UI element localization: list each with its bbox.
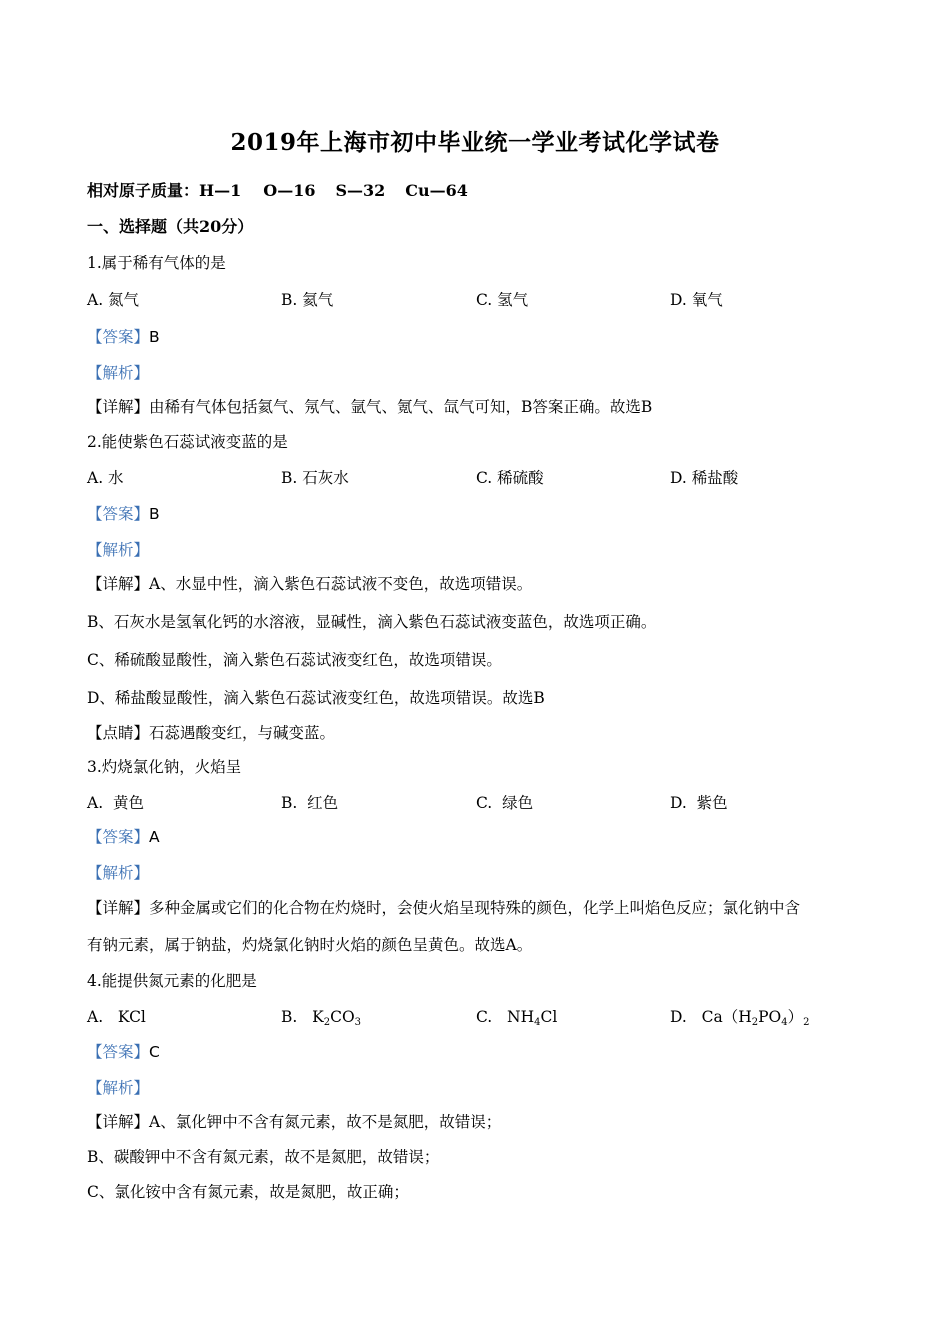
formula-part: Cl bbox=[540, 1008, 558, 1026]
q2-option-c: C. 稀硫酸 bbox=[476, 469, 544, 487]
q1-analysis-tag: 【解析】 bbox=[87, 364, 150, 382]
q1-answer bbox=[87, 326, 877, 348]
detail-tag: 【详解】 bbox=[87, 899, 150, 917]
formula-subscript: 4 bbox=[781, 1017, 788, 1028]
q4-option-a bbox=[87, 1006, 146, 1028]
q3-option-a: A. 黄色 bbox=[87, 794, 144, 812]
formula-subscript: 3 bbox=[354, 1017, 362, 1028]
q4-option-b bbox=[281, 1006, 361, 1034]
q2-option-a: A. 水 bbox=[87, 469, 124, 487]
q3-detail-2: 有钠元素，属于钠盐，灼烧氯化钠时火焰的颜色呈黄色。故选A。 bbox=[87, 936, 533, 954]
answer-tag: 【答案】 bbox=[87, 1043, 150, 1061]
detail-tag: 【详解】 bbox=[87, 1113, 150, 1131]
q4-analysis-tag: 【解析】 bbox=[87, 1079, 150, 1097]
q4-detail-1 bbox=[87, 1111, 877, 1133]
answer-value: C bbox=[149, 1043, 160, 1061]
option-label: B. bbox=[281, 1008, 298, 1026]
q3-option-b: B. 红色 bbox=[281, 794, 339, 812]
detail-tag: 【详解】 bbox=[87, 575, 150, 593]
q2-option-b: B. 石灰水 bbox=[281, 469, 349, 487]
formula-part: Ca（H bbox=[701, 1008, 752, 1026]
q4-detail-3: C、氯化铵中含有氮元素，故是氮肥，故正确； bbox=[87, 1183, 409, 1201]
q4-answer bbox=[87, 1041, 877, 1063]
q4-stem: 4.能提供氮元素的化肥是 bbox=[87, 972, 257, 990]
formula-part: K bbox=[312, 1008, 324, 1026]
detail-text: 多种金属或它们的化合物在灼烧时，会使火焰呈现特殊的颜色，化学上叫焰色反应；氯化钠中含 bbox=[149, 899, 801, 917]
q3-analysis-tag: 【解析】 bbox=[87, 864, 150, 882]
answer-value: A bbox=[149, 828, 160, 846]
q1-option-c: C. 氢气 bbox=[476, 291, 529, 309]
q1-option-b: B. 氦气 bbox=[281, 291, 334, 309]
detail-text: A、氯化钾中不含有氮元素，故不是氮肥，故错误； bbox=[149, 1113, 502, 1131]
answer-tag: 【答案】 bbox=[87, 328, 150, 346]
q4-option-c bbox=[476, 1006, 557, 1034]
q4-option-d bbox=[670, 1006, 810, 1034]
q2-analysis-tag: 【解析】 bbox=[87, 541, 150, 559]
section-heading: 一、选择题（共20分） bbox=[87, 217, 254, 236]
q3-option-d: D. 紫色 bbox=[670, 794, 728, 812]
formula-subscript: 2 bbox=[323, 1017, 331, 1028]
q2-detail-4: D、稀盐酸显酸性，滴入紫色石蕊试液变红色，故选项错误。故选B bbox=[87, 689, 545, 707]
q4-detail-2: B、碳酸钾中不含有氮元素，故不是氮肥，故错误； bbox=[87, 1148, 440, 1166]
detail-text: 由稀有气体包括氦气、氖气、氩气、氪气、氙气可知，B答案正确。故选B bbox=[149, 398, 653, 416]
q1-detail bbox=[87, 396, 877, 418]
formula-subscript: 4 bbox=[534, 1017, 541, 1028]
q2-detail-2: B、石灰水是氢氧化钙的水溶液，显碱性，滴入紫色石蕊试液变蓝色，故选项正确。 bbox=[87, 613, 657, 631]
formula-part: ） bbox=[787, 1008, 804, 1026]
atomic-mass-o: O—16 bbox=[263, 181, 316, 200]
answer-value: B bbox=[149, 505, 160, 523]
q2-answer bbox=[87, 503, 877, 525]
q2-detail-1 bbox=[87, 573, 877, 595]
q3-answer bbox=[87, 826, 877, 848]
q2-detail-3: C、稀硫酸显酸性，滴入紫色石蕊试液变红色，故选项错误。 bbox=[87, 651, 502, 669]
formula-subscript: 2 bbox=[803, 1017, 810, 1028]
formula-subscript: 2 bbox=[751, 1017, 759, 1028]
q3-stem: 3.灼烧氯化钠，火焰呈 bbox=[87, 758, 242, 776]
formula-part: CO bbox=[330, 1008, 355, 1026]
option-label: C. bbox=[476, 1008, 493, 1026]
q3-detail-1 bbox=[87, 897, 877, 919]
q2-option-d: D. 稀盐酸 bbox=[670, 469, 739, 487]
atomic-mass-label: 相对原子质量： bbox=[87, 181, 200, 200]
detail-tag: 【详解】 bbox=[87, 398, 150, 416]
tip-text: 石蕊遇酸变红，与碱变蓝。 bbox=[149, 724, 336, 742]
option-label: D. bbox=[670, 1008, 687, 1026]
q1-option-a: A. 氮气 bbox=[87, 291, 140, 309]
q1-stem: 1.属于稀有气体的是 bbox=[87, 254, 226, 272]
answer-tag: 【答案】 bbox=[87, 505, 150, 523]
detail-text: A、水显中性，滴入紫色石蕊试液不变色，故选项错误。 bbox=[149, 575, 533, 593]
q1-option-d: D. 氧气 bbox=[670, 291, 723, 309]
formula-part: NH bbox=[507, 1008, 535, 1026]
answer-tag: 【答案】 bbox=[87, 828, 150, 846]
tip-tag: 【点睛】 bbox=[87, 724, 150, 742]
answer-value: B bbox=[149, 328, 160, 346]
atomic-mass-cu: Cu—64 bbox=[405, 181, 468, 200]
q2-tip bbox=[87, 722, 877, 744]
option-label: A. bbox=[87, 1008, 104, 1026]
page-title: 2019年上海市初中毕业统一学业考试化学试卷 bbox=[230, 129, 720, 156]
atomic-mass-h: H—1 bbox=[199, 181, 242, 200]
atomic-mass-line bbox=[87, 180, 877, 202]
formula-kcl: KCl bbox=[117, 1008, 146, 1026]
formula-part: PO bbox=[758, 1008, 782, 1026]
q2-stem: 2.能使紫色石蕊试液变蓝的是 bbox=[87, 433, 288, 451]
atomic-mass-s: S—32 bbox=[335, 181, 386, 200]
q3-option-c: C. 绿色 bbox=[476, 794, 534, 812]
